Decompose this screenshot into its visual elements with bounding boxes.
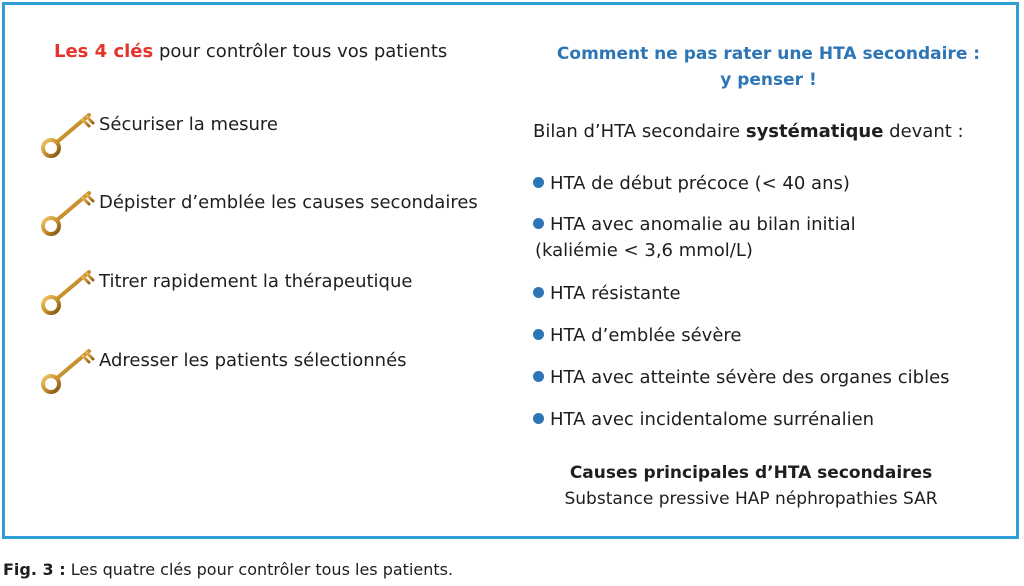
list-item: [533, 365, 950, 391]
figure-caption: [3, 560, 453, 579]
keys-title: [54, 41, 447, 62]
figure-caption-label: Fig. 3 :: [3, 560, 66, 579]
key-label: Sécuriser la mesure: [99, 114, 279, 135]
bilan-intro-start: Bilan d’HTA secondaire: [533, 121, 746, 142]
key-item: [39, 107, 509, 163]
main-causes-box: [515, 460, 987, 512]
list-item-text: HTA avec incidentalome surrénalien: [550, 409, 875, 430]
keys-panel: [5, 5, 515, 536]
bilan-intro-end: devant :: [883, 121, 964, 142]
keys-title-accent: Les 4 clés: [54, 41, 154, 62]
key-label: Dépister d’emblée les causes secondaires: [99, 192, 478, 213]
list-item-text-continued: (kaliémie < 3,6 mmol/L): [535, 240, 753, 261]
list-item-text: HTA avec anomalie au bilan initial: [550, 214, 856, 235]
key-item: [39, 264, 509, 320]
secondary-hta-title-line2: y penser !: [720, 70, 817, 90]
secondary-hta-title-line1: Comment ne pas rater une HTA secondaire :: [556, 44, 981, 64]
keys-title-rest: pour contrôler tous vos patients: [153, 41, 448, 62]
bullet-dot-icon: [533, 287, 544, 298]
list-item: [533, 171, 850, 197]
key-label: Titrer rapidement la thérapeutique: [99, 271, 413, 292]
bullet-dot-icon: [533, 413, 544, 424]
secondary-hta-panel: [515, 5, 1022, 536]
list-item-text: HTA d’emblée sévère: [550, 325, 742, 346]
list-item: [533, 323, 741, 349]
list-item: [533, 407, 874, 433]
main-causes-list: Substance pressive HAP néphropathies SAR: [564, 489, 938, 509]
list-item-text: HTA de début précoce (< 40 ans): [550, 173, 850, 194]
bullet-dot-icon: [533, 329, 544, 340]
main-causes-title: Causes principales d’HTA secondaires: [569, 463, 933, 483]
bullet-dot-icon: [533, 371, 544, 382]
key-icon: [39, 343, 99, 399]
key-label: Adresser les patients sélectionnés: [99, 350, 407, 371]
key-icon: [39, 107, 99, 163]
key-icon: [39, 264, 99, 320]
bilan-intro-bold: systématique: [745, 121, 884, 142]
figure-caption-text: Les quatre clés pour contrôler tous les patients.: [65, 560, 454, 579]
bullet-dot-icon: [533, 218, 544, 229]
key-item: [39, 343, 509, 399]
list-item: [533, 212, 856, 264]
key-item: [39, 185, 509, 241]
list-item: [533, 281, 681, 307]
secondary-hta-title: [515, 41, 1022, 93]
key-icon: [39, 185, 99, 241]
bullet-dot-icon: [533, 177, 544, 188]
figure-frame: [2, 2, 1019, 539]
bilan-intro: [533, 121, 964, 142]
list-item-text: HTA résistante: [550, 283, 681, 304]
list-item-text: HTA avec atteinte sévère des organes cibles: [550, 367, 950, 388]
